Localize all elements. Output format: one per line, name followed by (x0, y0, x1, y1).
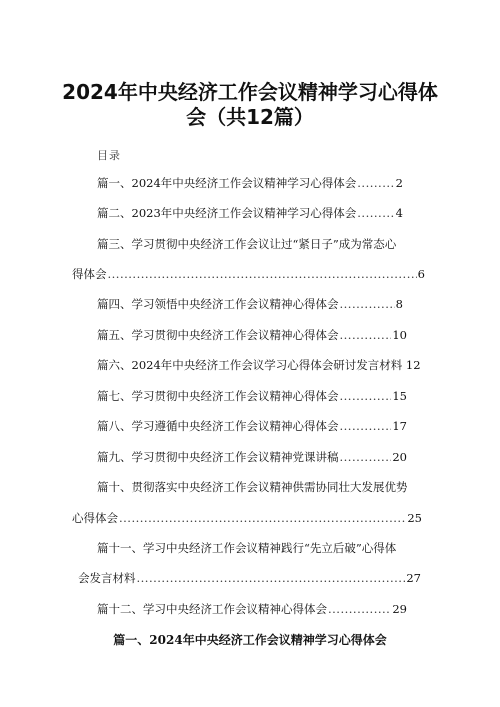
toc-entry-3-continuation[interactable] (72, 266, 425, 282)
toc-entry-page: 8 (395, 297, 403, 311)
document-title-line-2: 会（共12篇） (186, 105, 314, 129)
toc-entry-title: 篇三、学习贯彻中央经济工作会议让过“紧日子”成为常态心 (97, 237, 397, 251)
toc-entry-5[interactable] (97, 327, 407, 343)
toc-entry-title-continuation: 会发言材料 (78, 571, 136, 585)
toc-leader-dots (340, 449, 392, 465)
toc-entry-page: 6 (417, 267, 425, 281)
toc-entry-1[interactable] (97, 175, 403, 191)
toc-entry-title: 篇四、学习领悟中央经济工作会议精神心得体会 (97, 297, 339, 311)
toc-leader-dots (137, 570, 406, 586)
toc-entry-10[interactable] (97, 479, 408, 495)
toc-entry-title: 篇九、学习贯彻中央经济工作会议精神党课讲稿 (97, 450, 339, 464)
toc-entry-title: 篇十二、学习中央经济工作会议精神心得体会 (97, 602, 327, 616)
toc-entry-10-continuation[interactable] (72, 510, 422, 526)
article-heading: 篇一、2024年中央经济工作会议精神学习心得体会 (113, 633, 387, 647)
toc-leader-dots (340, 327, 392, 343)
toc-entry-page: 29 (392, 602, 407, 616)
toc-entry-page: 17 (392, 419, 407, 433)
toc-leader-dots (357, 205, 394, 221)
toc-entry-page: 27 (406, 571, 421, 585)
toc-entry-title: 篇十一、学习中央经济工作会议精神践行“先立后破”心得体 (97, 541, 397, 555)
toc-entry-page: 15 (392, 389, 407, 403)
toc-entry-6[interactable] (97, 357, 421, 373)
toc-leader-dots (108, 266, 417, 282)
toc-entry-8[interactable] (97, 418, 407, 434)
toc-entry-title: 篇一、2024年中央经济工作会议精神学习心得体会 (97, 176, 357, 190)
toc-entry-page: 2 (395, 176, 403, 190)
toc-entry-title: 篇五、学习贯彻中央经济工作会议精神心得体会 (97, 328, 339, 342)
toc-entry-3[interactable] (97, 236, 396, 252)
toc-leader-dots (357, 175, 394, 191)
toc-leader-dots (340, 418, 392, 434)
toc-entry-page: 10 (392, 328, 407, 342)
toc-entry-title-continuation: 心得体会 (72, 511, 118, 525)
toc-entry-12[interactable] (97, 601, 407, 617)
document-title-line-1: 2024年中央经济工作会议精神学习心得体 (62, 80, 438, 104)
toc-leader-dots (340, 296, 395, 312)
toc-entry-page: 12 (405, 358, 421, 372)
toc-entry-4[interactable] (97, 296, 403, 312)
toc-entry-page: 4 (395, 206, 403, 220)
toc-heading: 目录 (97, 149, 121, 162)
toc-entry-title: 篇八、学习遵循中央经济工作会议精神心得体会 (97, 419, 339, 433)
toc-leader-dots (328, 601, 391, 617)
toc-entry-title: 篇十、贯彻落实中央经济工作会议精神供需协同壮大发展优势 (97, 480, 408, 494)
toc-entry-11[interactable] (97, 540, 396, 556)
toc-entry-title-continuation: 得体会 (72, 267, 107, 281)
toc-entry-11-continuation[interactable] (78, 570, 421, 586)
toc-entry-title: 篇六、2024年中央经济工作会议学习心得体会研讨发言材料 (97, 358, 403, 372)
toc-entry-title: 篇七、学习贯彻中央经济工作会议精神心得体会 (97, 389, 339, 403)
toc-entry-9[interactable] (97, 449, 407, 465)
toc-entry-7[interactable] (97, 388, 407, 404)
toc-entry-page: 20 (392, 450, 407, 464)
toc-leader-dots (340, 388, 392, 404)
toc-entry-title: 篇二、2023年中央经济工作会议精神学习心得体会 (97, 206, 357, 220)
toc-entry-2[interactable] (97, 205, 403, 221)
toc-entry-page: 25 (407, 511, 422, 525)
toc-leader-dots (119, 510, 406, 526)
